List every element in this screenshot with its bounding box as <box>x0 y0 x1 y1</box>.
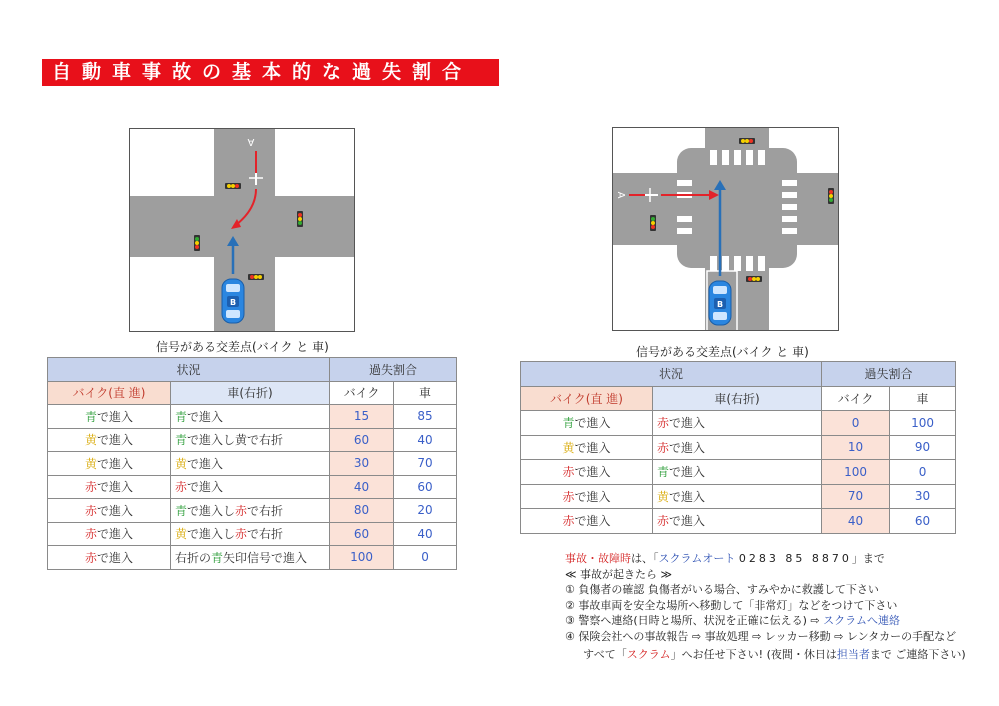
traffic-light-icon <box>746 276 762 282</box>
signal-color: 赤 <box>84 480 97 495</box>
signal-color: 黄 <box>175 456 188 471</box>
cell-bike-condition <box>521 460 653 485</box>
signal-color: 赤 <box>235 503 248 518</box>
page-title: 自動車事故の基本的な過失割合 <box>42 59 499 86</box>
ratio-bike: 60 <box>330 428 394 452</box>
table-header-row <box>48 358 457 382</box>
header-situation: 状況 <box>521 362 822 387</box>
traffic-light-icon <box>248 274 264 280</box>
condition-text: で進入 <box>574 440 611 455</box>
footer-e: まで ご連絡下さい) <box>869 648 966 661</box>
cell-car-condition <box>171 546 330 570</box>
traffic-light-icon <box>650 215 656 231</box>
signal-color: 赤 <box>84 503 97 518</box>
condition-text: で進入 <box>669 440 706 455</box>
table-subheader-row <box>521 386 956 411</box>
car-icon <box>709 281 731 325</box>
fault-ratio-table-right-turn <box>47 357 457 570</box>
cell-car-condition <box>171 428 330 452</box>
signal-color: 青 <box>84 409 97 424</box>
ratio-bike: 100 <box>330 546 394 570</box>
step-3-text: ③ 警察へ連絡(日時と場所、状況を正確に伝える) ⇨ <box>565 614 824 627</box>
condition-text: で進入 <box>187 409 224 424</box>
table-row <box>521 484 956 509</box>
cell-car-condition <box>653 484 822 509</box>
marker-a-label: A <box>247 136 255 147</box>
condition-text: で進入 <box>669 514 706 529</box>
condition-text: で進入し <box>187 527 236 542</box>
signal-color: 青 <box>657 465 670 480</box>
condition-text: で進入 <box>97 409 134 424</box>
ratio-car: 0 <box>394 546 457 570</box>
col-car-short: 車 <box>394 381 457 405</box>
cell-bike-condition <box>48 405 171 429</box>
cell-car-condition <box>653 411 822 436</box>
ratio-bike: 40 <box>330 475 394 499</box>
condition-text: で進入し黄で右折 <box>187 433 284 448</box>
cell-bike-condition <box>521 411 653 436</box>
ratio-bike: 10 <box>822 435 890 460</box>
ratio-car: 85 <box>394 405 457 429</box>
traffic-light-icon <box>297 211 303 227</box>
fault-ratio-table-straight <box>520 361 956 534</box>
signal-color: 青 <box>211 550 224 565</box>
condition-text: で進入 <box>669 489 706 504</box>
contact-lead-mid: は、「 <box>631 552 659 565</box>
cell-car-condition <box>653 509 822 534</box>
cell-car-condition <box>171 522 330 546</box>
condition-text: で進入 <box>97 433 134 448</box>
signal-color: 黄 <box>657 489 670 504</box>
condition-text: で進入し <box>187 503 236 518</box>
condition-text: で進入 <box>574 489 611 504</box>
diagram-caption: 信号がある交差点(バイク と 車) <box>156 340 329 354</box>
col-bike-short: バイク <box>330 381 394 405</box>
signal-color: 赤 <box>175 480 188 495</box>
cell-bike-condition <box>48 499 171 523</box>
cell-car-condition <box>171 405 330 429</box>
table-row <box>48 475 457 499</box>
cell-bike-condition <box>521 484 653 509</box>
signal-color: 赤 <box>235 527 248 542</box>
condition-text: で進入 <box>97 503 134 518</box>
cell-car-condition <box>171 452 330 476</box>
cell-car-condition <box>653 435 822 460</box>
marker-a-label: A <box>615 191 626 199</box>
cell-car-condition <box>653 460 822 485</box>
condition-text: で進入 <box>97 480 134 495</box>
road-horizontal <box>130 196 355 257</box>
signal-color: 赤 <box>84 527 97 542</box>
cell-car-condition <box>171 475 330 499</box>
table-row <box>48 522 457 546</box>
col-car: 車(右折) <box>171 381 330 405</box>
step-3-link: スクラムへ連絡 <box>823 614 901 627</box>
footer-a: すべて「 <box>583 648 627 661</box>
step-2: ② 事故車両を安全な場所へ移動して「非常灯」などをつけて下さい <box>565 598 898 612</box>
header-ratio: 過失割合 <box>330 358 457 382</box>
contact-lead: 事故・故障時 <box>565 552 631 565</box>
signal-color: 赤 <box>562 465 575 480</box>
contact-sub: ≪ 事故が起きたら ≫ <box>565 567 673 581</box>
condition-text: で右折 <box>247 503 284 518</box>
contact-footer <box>565 647 966 663</box>
step-3 <box>565 613 966 629</box>
header-ratio: 過失割合 <box>822 362 956 387</box>
condition-text: で進入 <box>574 465 611 480</box>
contact-info <box>565 551 966 663</box>
intersection-diagram-right-turn <box>129 128 355 332</box>
cell-bike-condition <box>48 475 171 499</box>
signal-color: 青 <box>175 503 188 518</box>
ratio-car: 100 <box>890 411 956 436</box>
table-row <box>521 509 956 534</box>
condition-text: で進入 <box>574 514 611 529</box>
ratio-bike: 60 <box>330 522 394 546</box>
signal-color: 赤 <box>657 416 670 431</box>
cell-bike-condition <box>48 428 171 452</box>
ratio-bike: 70 <box>822 484 890 509</box>
traffic-light-icon <box>739 138 755 144</box>
condition-text: で進入 <box>97 527 134 542</box>
signal-color: 青 <box>175 433 188 448</box>
ratio-car: 20 <box>394 499 457 523</box>
intersection-left-svg <box>130 129 355 332</box>
phone-number: 0283 85 8870 <box>738 552 852 565</box>
table-row <box>48 405 457 429</box>
footer-c: 」へお任せ下さい! (夜間・休日は <box>670 648 837 661</box>
signal-color: 黄 <box>84 433 97 448</box>
step-1: ① 負傷者の確認 負傷者がいる場合、すみやかに救護して下さい <box>565 583 879 596</box>
condition-text: で進入 <box>187 456 224 471</box>
road-junction <box>677 148 797 268</box>
ratio-car: 30 <box>890 484 956 509</box>
condition-text: で進入 <box>97 550 134 565</box>
ratio-car: 70 <box>394 452 457 476</box>
table-header-row <box>521 362 956 387</box>
ratio-bike: 30 <box>330 452 394 476</box>
col-bike: バイク(直 進) <box>521 386 653 411</box>
condition-text: で進入 <box>97 456 134 471</box>
car-icon <box>222 279 244 323</box>
table-row <box>48 452 457 476</box>
table-row <box>521 435 956 460</box>
col-car: 車(右折) <box>653 386 822 411</box>
cell-bike-condition <box>521 435 653 460</box>
intersection-diagram-straight <box>612 127 839 331</box>
step-4: ④ 保険会社への事故報告 ⇨ 事故処理 ⇨ レッカー移動 ⇨ レンタカーの手配など <box>565 629 957 643</box>
contact-lead-line <box>565 551 966 567</box>
ratio-bike: 80 <box>330 499 394 523</box>
ratio-car: 0 <box>890 460 956 485</box>
ratio-bike: 15 <box>330 405 394 429</box>
ratio-car: 60 <box>890 509 956 534</box>
traffic-light-icon <box>828 188 834 204</box>
signal-color: 青 <box>562 416 575 431</box>
table-row <box>48 546 457 570</box>
traffic-light-icon <box>194 235 200 251</box>
cell-bike-condition <box>521 509 653 534</box>
table-row <box>48 499 457 523</box>
ratio-car: 60 <box>394 475 457 499</box>
contact-lead-end: 」まで <box>851 552 885 565</box>
footer-d: 担当者 <box>836 648 870 661</box>
signal-color: 赤 <box>657 514 670 529</box>
ratio-car: 90 <box>890 435 956 460</box>
signal-color: 黄 <box>84 456 97 471</box>
col-bike-short: バイク <box>822 386 890 411</box>
header-situation: 状況 <box>48 358 330 382</box>
condition-text: で進入 <box>574 416 611 431</box>
signal-color: 赤 <box>562 514 575 529</box>
condition-text: 矢印信号で進入 <box>223 550 308 565</box>
table-row <box>48 428 457 452</box>
footer-b: スクラム <box>626 648 671 661</box>
ratio-bike: 0 <box>822 411 890 436</box>
signal-color: 赤 <box>657 440 670 455</box>
signal-color: 青 <box>175 409 188 424</box>
table-row <box>521 411 956 436</box>
traffic-light-icon <box>225 183 241 189</box>
company-name: スクラムオート <box>658 552 736 565</box>
condition-text: 右折の <box>175 550 212 565</box>
intersection-right-svg <box>613 128 839 331</box>
condition-text: で進入 <box>187 480 224 495</box>
cell-bike-condition <box>48 452 171 476</box>
col-bike: バイク(直 進) <box>48 381 171 405</box>
signal-color: 黄 <box>175 527 188 542</box>
condition-text: で進入 <box>669 465 706 480</box>
table-subheader-row <box>48 381 457 405</box>
cell-car-condition <box>171 499 330 523</box>
table-row <box>521 460 956 485</box>
ratio-car: 40 <box>394 428 457 452</box>
cell-bike-condition <box>48 546 171 570</box>
signal-color: 赤 <box>84 550 97 565</box>
cell-bike-condition <box>48 522 171 546</box>
ratio-bike: 40 <box>822 509 890 534</box>
condition-text: で進入 <box>669 416 706 431</box>
col-car-short: 車 <box>890 386 956 411</box>
condition-text: で右折 <box>247 527 284 542</box>
ratio-car: 40 <box>394 522 457 546</box>
signal-color: 赤 <box>562 489 575 504</box>
marker-b-label: B <box>716 300 724 309</box>
diagram-caption: 信号がある交差点(バイク と 車) <box>636 345 809 359</box>
signal-color: 黄 <box>562 440 575 455</box>
ratio-bike: 100 <box>822 460 890 485</box>
marker-b-label: B <box>229 298 237 307</box>
